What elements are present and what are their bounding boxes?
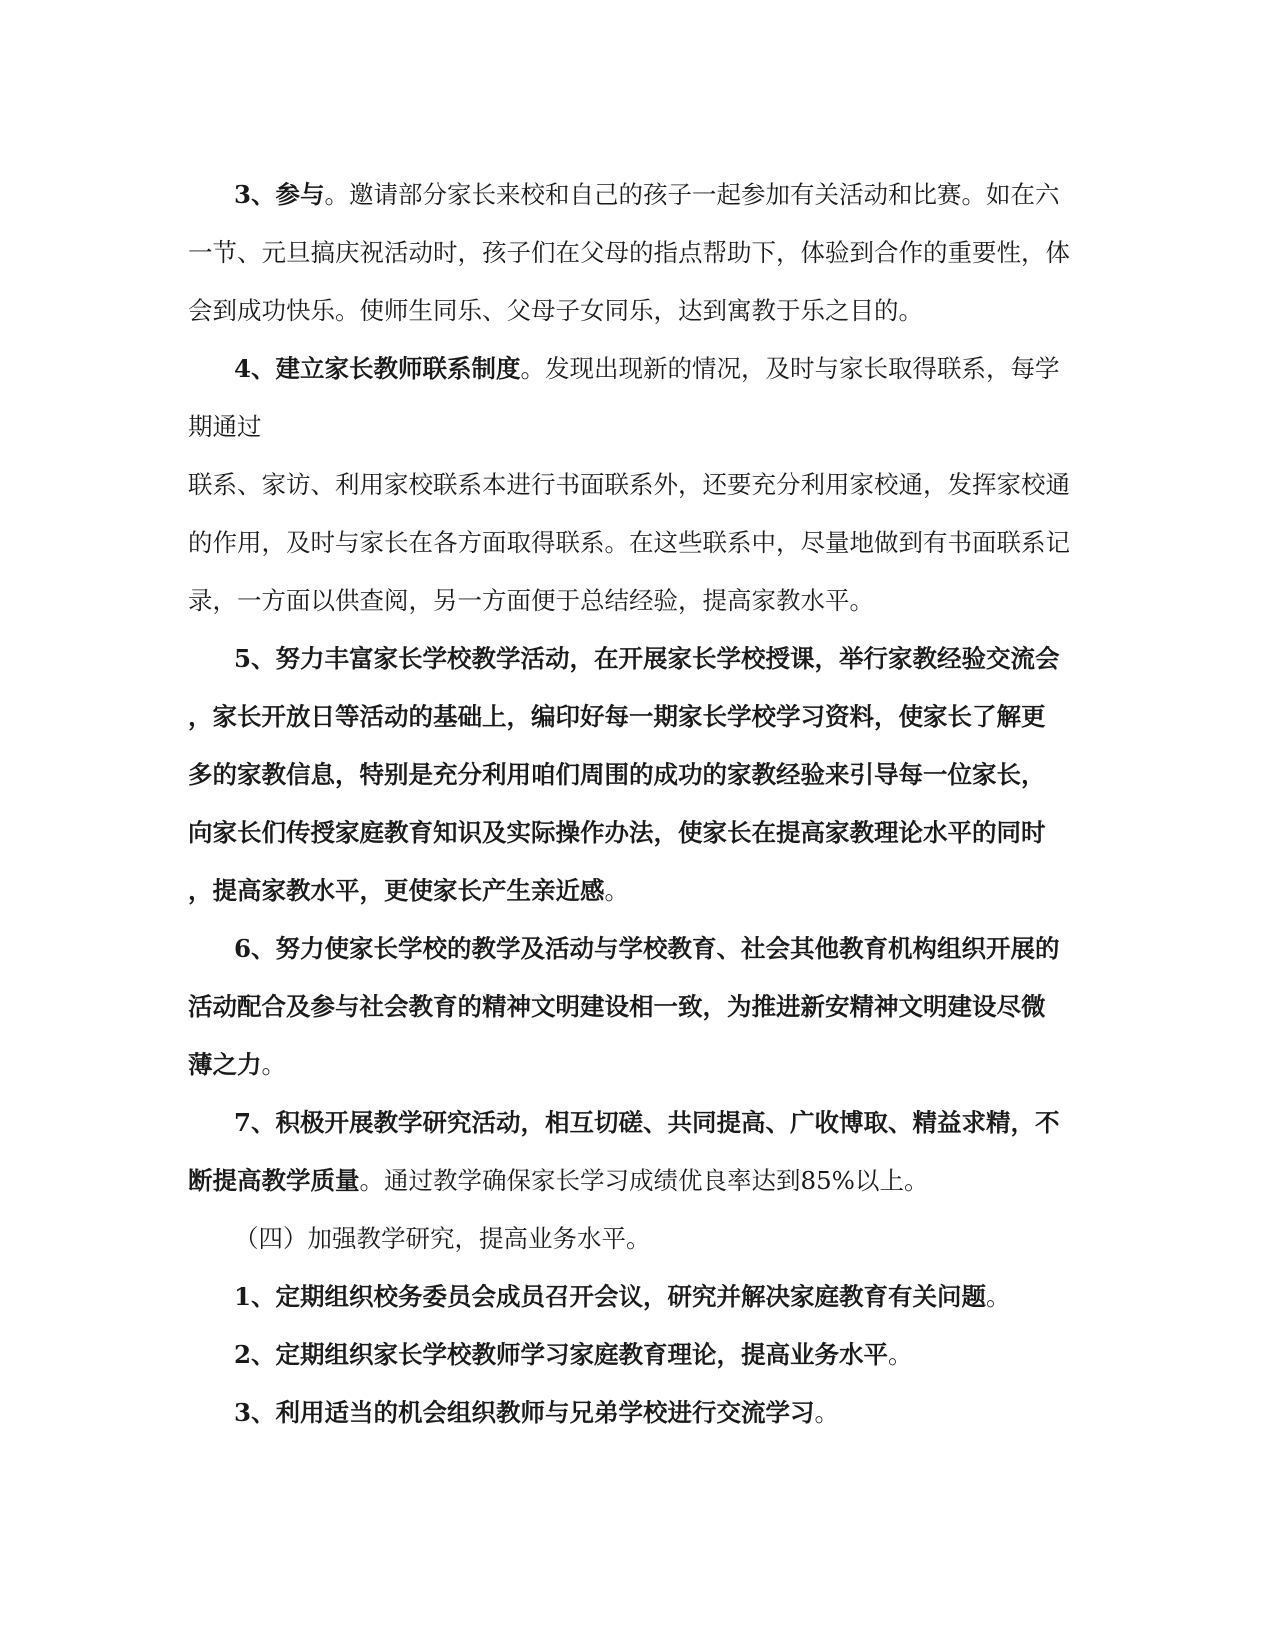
body-text: 录，一方面以供查阅，另一方面便于总结经验，提高家教水平。 xyxy=(188,586,874,615)
body-text: 。 xyxy=(888,1340,913,1369)
text-line xyxy=(188,1036,1095,1094)
body-text: 的作用，及时与家长在各方面取得联系。在这些联系中，尽量地做到有书面联系记 xyxy=(188,528,1070,557)
text-line xyxy=(188,1384,1095,1442)
bold-text: 3、利用适当的机会组织教师与兄弟学校进行交流学习 xyxy=(234,1398,815,1427)
body-text: 。通过教学确保家长学习成绩优良率达到85%以上。 xyxy=(359,1166,929,1195)
text-line xyxy=(188,1268,1095,1326)
text-line xyxy=(188,572,1095,630)
bold-text: 薄之力 xyxy=(188,1050,262,1079)
text-line xyxy=(188,688,1095,746)
body-text: 。 xyxy=(814,1398,840,1427)
body-text: 。 xyxy=(604,876,629,905)
bold-text: 2、定期组织家长学校教师学习家庭教育理论，提高业务水平 xyxy=(234,1340,889,1369)
bold-text: 3、参与 xyxy=(234,180,325,209)
text-line xyxy=(188,514,1095,572)
body-text: 联系、家访、利用家校联系本进行书面联系外，还要充分利用家校通，发挥家校通 xyxy=(188,470,1070,499)
text-line xyxy=(188,746,1095,804)
body-text: 。发现出现新的情况，及时与家长取得联系，每学 xyxy=(520,354,1060,383)
bold-text: 向家长们传授家庭教育知识及实际操作办法，使家长在提高家教理论水平的同时 xyxy=(188,818,1046,847)
bold-text: 断提高教学质量 xyxy=(188,1166,360,1195)
text-line xyxy=(188,282,1095,340)
text-line xyxy=(188,920,1095,978)
bold-text: 活动配合及参与社会教育的精神文明建设相一致，为推进新安精神文明建设尽微 xyxy=(188,992,1046,1021)
bold-text: ，提高家教水平，更使家长产生亲近感 xyxy=(188,876,605,905)
text-line xyxy=(188,804,1095,862)
body-text: 。 xyxy=(986,1282,1011,1311)
text-line xyxy=(188,978,1095,1036)
body-text: 期通过 xyxy=(188,412,262,441)
bold-text: 5、努力丰富家长学校教学活动，在开展家长学校授课，举行家教经验交流会 xyxy=(234,644,1060,673)
text-line xyxy=(188,456,1095,514)
text-line xyxy=(188,1094,1095,1152)
body-text: 会到成功快乐。使师生同乐、父母子女同乐，达到寓教于乐之目的。 xyxy=(188,296,923,325)
bold-text: 4、建立家长教师联系制度 xyxy=(234,354,521,383)
body-text: 。邀请部分家长来校和自己的孩子一起参加有关活动和比赛。如在六 xyxy=(324,180,1060,209)
text-line xyxy=(188,862,1095,920)
text-line xyxy=(188,630,1095,688)
bold-text: 多的家教信息，特别是充分利用咱们周围的成功的家教经验来引导每一位家长， xyxy=(188,760,1046,789)
text-line xyxy=(188,1152,1095,1210)
text-line xyxy=(188,224,1095,282)
text-line xyxy=(188,1210,1095,1268)
body-text: （四）加强教学研究，提高业务水平。 xyxy=(234,1224,651,1253)
text-line xyxy=(188,1326,1095,1384)
bold-text: 6、努力使家长学校的教学及活动与学校教育、社会其他教育机构组织开展的 xyxy=(234,934,1060,963)
body-text: 一节、元旦搞庆祝活动时，孩子们在父母的指点帮助下，体验到合作的重要性，体 xyxy=(188,238,1070,267)
body-text: 。 xyxy=(261,1050,286,1079)
bold-text: 7、积极开展教学研究活动，相互切磋、共同提高、广收博取、精益求精，不 xyxy=(234,1108,1060,1137)
bold-text: 1、定期组织校务委员会成员召开会议，研究并解决家庭教育有关问题 xyxy=(234,1282,987,1311)
text-line xyxy=(188,398,1095,456)
text-line xyxy=(188,166,1095,224)
document-body xyxy=(188,166,1095,1442)
bold-text: ，家长开放日等活动的基础上，编印好每一期家长学校学习资料，使家长了解更 xyxy=(188,702,1046,731)
text-line xyxy=(188,340,1095,398)
